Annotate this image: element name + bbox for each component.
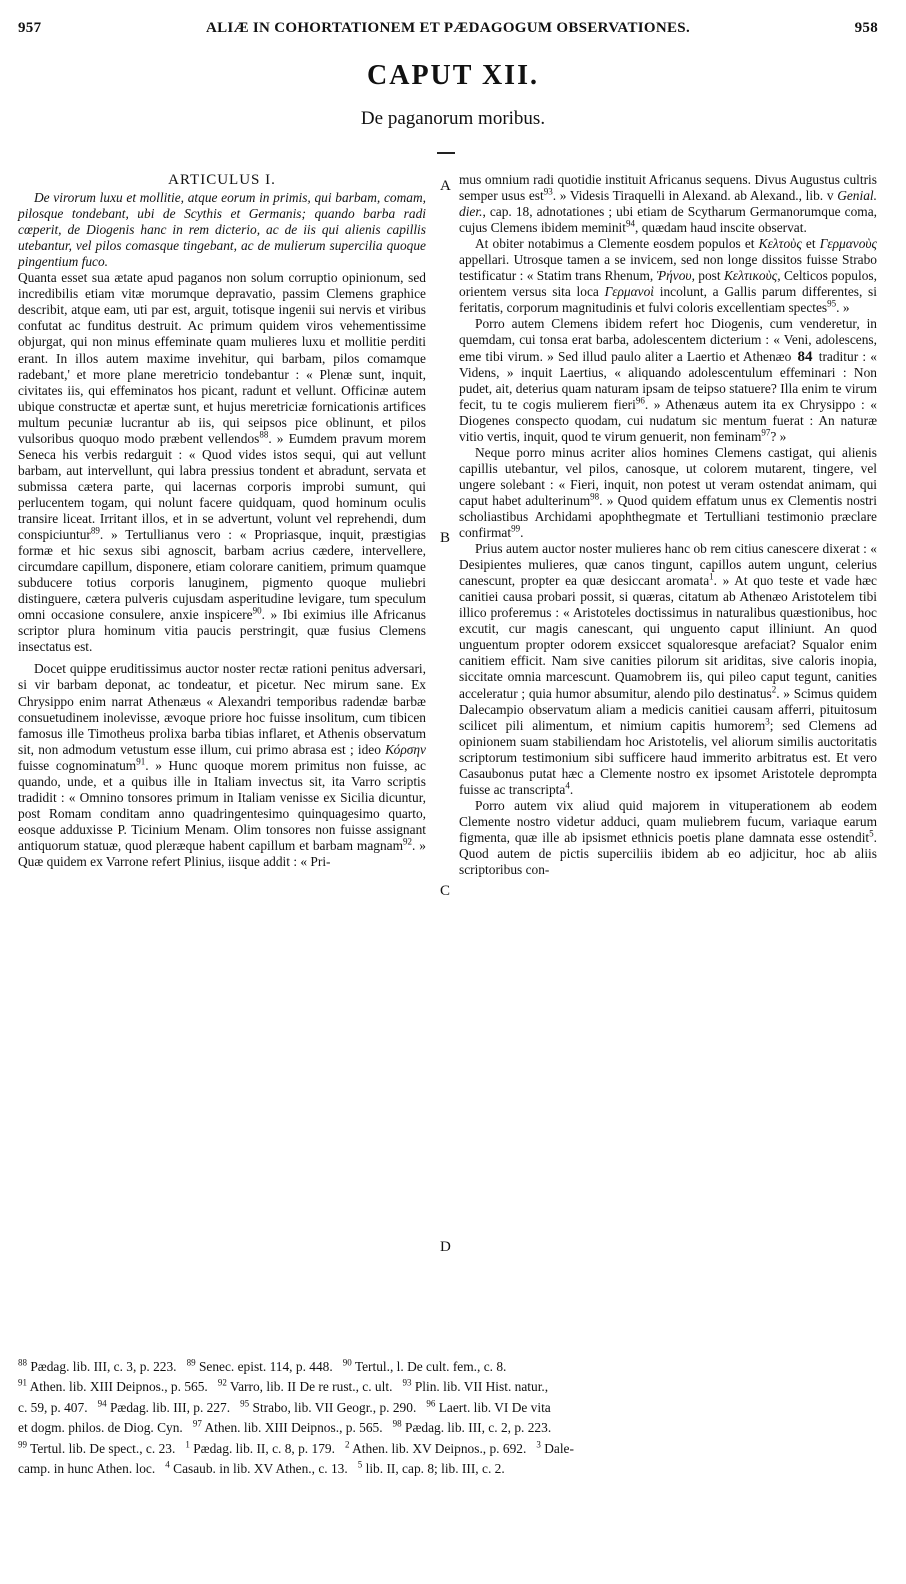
note-ref: 2 — [771, 684, 777, 695]
footnote-number: 1 — [185, 1439, 190, 1450]
footnote-number: 96 — [426, 1398, 436, 1409]
margin-letter-d: D — [440, 1239, 451, 1255]
note-ref: 99 — [511, 523, 521, 534]
footnote-line — [18, 1398, 880, 1418]
margin-letter-b: B — [440, 530, 451, 546]
chapter-subtitle: De paganorum moribus. — [360, 108, 546, 129]
paragraph: Porro autem vix aliud quid majorem in vituperationem ab eodem Clemente nostro videtur adduci, quam muliebrem fucum, variaque earum figmenta, quæ ille ab ipsismet ethnicis poetis plane damnata esse ostendit$^5$. Quod autem de pictis superciliis ibidem ab eo adjicitur, hoc ab aliis scriptoribus con- — [459, 797, 877, 878]
paragraph: Docet quippe eruditissimus auctor noster rectæ rationi penitus adversari, si vir barbam deponat, ac tondeatur, et picetur. Nec mirum sane. Ex Chrysippo enim narrat Athenæus « Alexandri temporibus radendæ barbæ consuetudinem inolevisse, ævoque priore hoc fuisse insolitum, cum tibicen famosus ille Timotheus prolixa barba tibias inflaret, et Athenis observatum sit, non admodum vetustum esse illum, cui primo abrasa est ; ideo Κόρσην fuisse cognominatum$^{91}$. » Hunc quoque morem primitus non fuisse, ac quando, unde, et a quibus ille in Italiam invectus sit, ita Varro scriptis tradidit : « Omnino tonsores primum in Italiam venisse ex Sicilia dicuntur, post Romam conditam anno quadringentesimo quinquagesimo quarto, eosque adduxisse P. Ticinium Menam. Olim tonsores non fuisse assignant antiquorum statuæ, quod pleræque habent capillum et barbam magnam$^{92}$. » Quæ quidem ex Varrone refert Plinius, iisque addit : « Pri- — [18, 661, 426, 869]
footnote-text: Varro, lib. II De re rust., c. ult. — [229, 1379, 393, 1395]
right-column — [459, 172, 877, 878]
paragraph: Quanta esset sua ætate apud paganos non solum corruptio opinionum, sed incredibilis etiam vitæ morumque depravatio, passim Clemens graphice describit, atque eam, uti par est, arguit, totisque ingenii sui nervis et viribus confutat ac funditus destruit. Ac primum quidem viros vehementissime objurgat, qui non minus effeminate quam mulieres luxu et mollitie perditi erant. In illos autem maxime invehitur, qui barbam, pilos comamque radebant,' et more plane meretricio tondebantur : « Plenæ sunt, inquit, civitates iis, qui effeminatos hos picant, radunt et vellunt. Officinæ autem ubique constructæ et apertæ sunt, et hujus meretriciæ fornicationis artifices multum pecuniæ lucrantur ab iis, qui seipsos pice oblinunt, et pilos vulsoribus quoquo modo præbent vellendos$^{88}$. » Eumdem pravum morem Seneca his verbis redarguit : « Quod vides istos sequi, qui aut vellunt barbam, aut intervellunt, qui labra pressius tondent et abradunt, servata et submissa cætera parte, qui lacernas corporis improbi sumunt, qui perlucentem togam, qui nolunt facere quidquam, quod hominum oculis transire liceat. Irritant illos, et in se advertunt, volunt vel reprehendi, dum conspiciuntur$^{89}$. » Tertullianus vero : « Propriasque, inquit, præstigias formæ et hic sexus sibi agnoscit, barbam acrius cædere, intervellere, circumdare capillum, disponere, etiam colorare canitiem, primum quamque subducere totius corporis lanuginem, pigmento quoque muliebri distinguere, cætera pulveris cujusdam asperitudine levigare, tum speculum omni occasione consulere, anxie inspicere$^{90}$. » Ibi eximius ille Africanus scriptor plura hominum vitia paucis perstringit, quæ fusius Clemens insectatus est. — [18, 270, 426, 655]
note-ref: 88 — [259, 429, 269, 440]
note-ref: 93 — [543, 186, 553, 197]
paragraph: mus omnium radi quotidie instituit Africanus sequens. Divus Augustus cultris semper usus est$^{93}$. » Videsis Tiraquelli in Alexand. ab Alexand., lib. v Genial. dier., cap. 18, adnotationes ; ubi etiam de Scytharum Germanorumque coma, cujus Clemens ibidem meminit$^{94}$, quædam haud inscite observat. — [459, 172, 877, 236]
note-ref: 91 — [136, 756, 146, 767]
article-summary: De virorum luxu et mollitie, atque eorum in primis, qui barbam, comam, pilosque tondebant, ubi de Scythis et Germanis; quando barba radi cœperit, de Diogenis hanc in rem dicterio, ac de iis qui alienis capillis utebantur, vel pilos comasque tingebant, ac de mulierum supercilia quoque pingentium fuco. — [18, 190, 426, 270]
footnote-text: Athen. lib. XIII Deipnos., p. 565. — [204, 1420, 383, 1436]
footnotes — [18, 1357, 880, 1479]
footnote-number: 95 — [240, 1398, 250, 1409]
footnote-text: Athen. lib. XIII Deipnos., p. 565. — [29, 1379, 208, 1395]
note-ref: 95 — [827, 298, 837, 309]
footnote-text: Laert. lib. VI De vita — [438, 1399, 551, 1415]
title-rule — [437, 152, 455, 154]
footnote-text: Senec. epist. 114, p. 448. — [198, 1359, 333, 1374]
footnote-line — [18, 1439, 880, 1459]
footnote-text: c. 59, p. 407. — [18, 1399, 88, 1415]
footnote-text: camp. in hunc Athen. loc. — [18, 1461, 156, 1477]
footnote-text: Pædag. lib. II, c. 8, p. 179. — [193, 1440, 335, 1456]
note-ref: 96 — [635, 395, 645, 406]
page-number-right: 958 — [854, 20, 878, 36]
footnote-text: Tertul. lib. De spect., c. 23. — [30, 1440, 176, 1456]
footnote-number: 3 — [536, 1439, 541, 1450]
article-heading: ARTICULUS I. — [168, 172, 276, 188]
footnote-number: 90 — [342, 1357, 352, 1368]
footnote-text: Pædag. lib. III, c. 3, p. 223. — [30, 1359, 177, 1374]
footnote-number: 99 — [18, 1439, 27, 1450]
left-column — [18, 172, 426, 870]
greek-word: Κόρσην — [385, 741, 426, 757]
note-ref: 3 — [765, 716, 770, 727]
page-number-left: 957 — [18, 20, 42, 36]
note-ref: 98 — [590, 491, 600, 502]
footnote-line — [18, 1357, 880, 1377]
footnote-text: Pædag. lib. III, p. 227. — [109, 1399, 231, 1415]
footnote-number: 98 — [392, 1418, 402, 1429]
footnote-text: Pædag. lib. III, c. 2, p. 223. — [405, 1420, 552, 1436]
note-ref: 5 — [869, 828, 874, 839]
footnote-text: Strabo, lib. VII Geogr., p. 290. — [252, 1399, 417, 1415]
running-header — [18, 20, 878, 50]
footnote-text: lib. II, cap. 8; lib. III, c. 2. — [365, 1461, 505, 1477]
note-ref: 97 — [761, 427, 771, 438]
footnote-number: 93 — [402, 1377, 412, 1388]
note-ref: 92 — [403, 836, 413, 847]
footnote-line — [18, 1377, 880, 1397]
note-ref: 4 — [565, 780, 570, 791]
chapter-title: CAPUT XII. — [367, 60, 539, 91]
footnote-text: Casaub. in lib. XV Athen., c. 13. — [173, 1461, 348, 1477]
note-ref: 89 — [90, 525, 100, 536]
footnote-number: 5 — [357, 1459, 363, 1470]
footnote-number: 89 — [186, 1357, 196, 1368]
footnote-text: Dale- — [544, 1440, 574, 1456]
margin-letter-c: C — [440, 883, 451, 899]
footnote-text: Athen. lib. XV Deipnos., p. 692. — [352, 1440, 527, 1456]
paragraph: Neque porro minus acriter alios homines Clemens castigat, qui alienis capillis utebantur, vel pilos, canosque, ut colorem mutarent, tingere, vel ungere solebant : « Fieri, inquit, non potest ut veram ostendat animam, qui caput habet adulterinum$^{98}$. » Quod quidem effatum unus ex Clementis nostri scholiastibus Archidami apophthegmate et Tertulliani testimonio præclare confirmat$^{99}$. — [459, 444, 877, 541]
footnote-number: 4 — [165, 1459, 170, 1470]
footnote-line — [18, 1418, 880, 1438]
footnote-number: 91 — [18, 1377, 27, 1388]
footnote-number: 2 — [345, 1439, 350, 1450]
note-ref: 1 — [709, 571, 714, 582]
footnote-number: 92 — [217, 1377, 227, 1388]
page-mark: 84 — [797, 348, 813, 365]
footnote-number: 88 — [18, 1357, 27, 1368]
paragraph: At obiter notabimus a Clemente eosdem populos et Κελτοὺς et Γερμανοὺς appellari. Utrosque tamen a se invicem, sed non longe dissitos fuisse Strabo testificatur : « Statim trans Rhenum, Ῥήνου, post Κελτικοὺς, Celticos populos, orientem versus sita loca Γερμανοὶ incolunt, a Gallis parum differentes, si feritatis, corporum magnitudinis et fulvi coloris excellentiam spectes$^{95}$. » — [459, 236, 877, 316]
footnote-text: Plin. lib. VII Hist. natur., — [414, 1379, 549, 1395]
footnote-number: 97 — [192, 1418, 202, 1429]
footnote-number: 94 — [97, 1398, 107, 1409]
footnote-line — [18, 1459, 880, 1479]
note-ref: 90 — [252, 605, 262, 616]
note-ref: 94 — [626, 218, 635, 229]
margin-letter-a: A — [440, 178, 451, 194]
paragraph: Prius autem auctor noster mulieres hanc ob rem citius canescere dixerat : « Desipientes mulieres, quæ canos tingunt, capillos autem ungunt, celerius canescunt, propter ea quæ desiccant aromata$^1$. » At quo teste et vade hæc canitiei causa probari possit, si quæras, citatum ab Athenæo Aristotelem tibi illico proferemus : « Aristoteles doctissimus in naturalibus quæstionibus, hoc excutit, cur magis canescant, qui unguento caput illiniunt. An quod unguentum propter odorem exsiccet squaloresque arefaciat? Squalor enim canitiem efficit. Nam sive canities pilorum sit ariditas, sive caloris inopia, siccitate omnia marcescunt. Quamobrem iis, qui pileo caput tegunt, canities acceleratur ; quia humor absumitur, alendo pilo destinatus$^2$. » Scimus quidem Dalecampio observatum aliam a medicis canitiei causam afferri, pituitosum scilicet pili alimentum, et nimium capitis humorem$^3$; sed Clemens ad opinionem suam stabiliendam hoc Aristotelis, vel aliorum similis auctoritatis scriptorum testimonium sibi sufficere haud immerito arbitratus est. Et vero Casaubonus putat hæc a Clemente nostro ex ipsomet Aristotele deprompta fuisse ac transcripta$^4$. — [459, 541, 877, 797]
footnote-text: Tertul., l. De cult. fem., c. 8. — [354, 1359, 507, 1374]
footnote-text: et dogm. philos. de Diog. Cyn. — [18, 1420, 183, 1436]
paragraph: Porro autem Clemens ibidem refert hoc Diogenis, cum venderetur, in quemdam, cui tonsa erat barba, adolescentem dicterium : « Veni, adolescens, eme tibi virum. » Sed illud paulo aliter a Laertio et Athenæo 84 traditur : « Videns, » inquit Laertius, « aliquando adolescentulum effeminari : Non pudet, ait, deterius quam naturam ipsam de teipso statuere? Illa enim te virum fecit, tu te cogis mulierem fieri$^{96}$. » Athenæus autem ita ex Chrysippo : « Diogenes conspecto quodam, cui nudatum sic mentum fuerat : An naturæ vitio vertis, inquit, quod te virum genuerit, non feminam$^{97}$? » — [459, 316, 877, 444]
running-title: ALIÆ IN COHORTATIONEM ET PÆDAGOGUM OBSERVATIONES. — [206, 20, 690, 36]
